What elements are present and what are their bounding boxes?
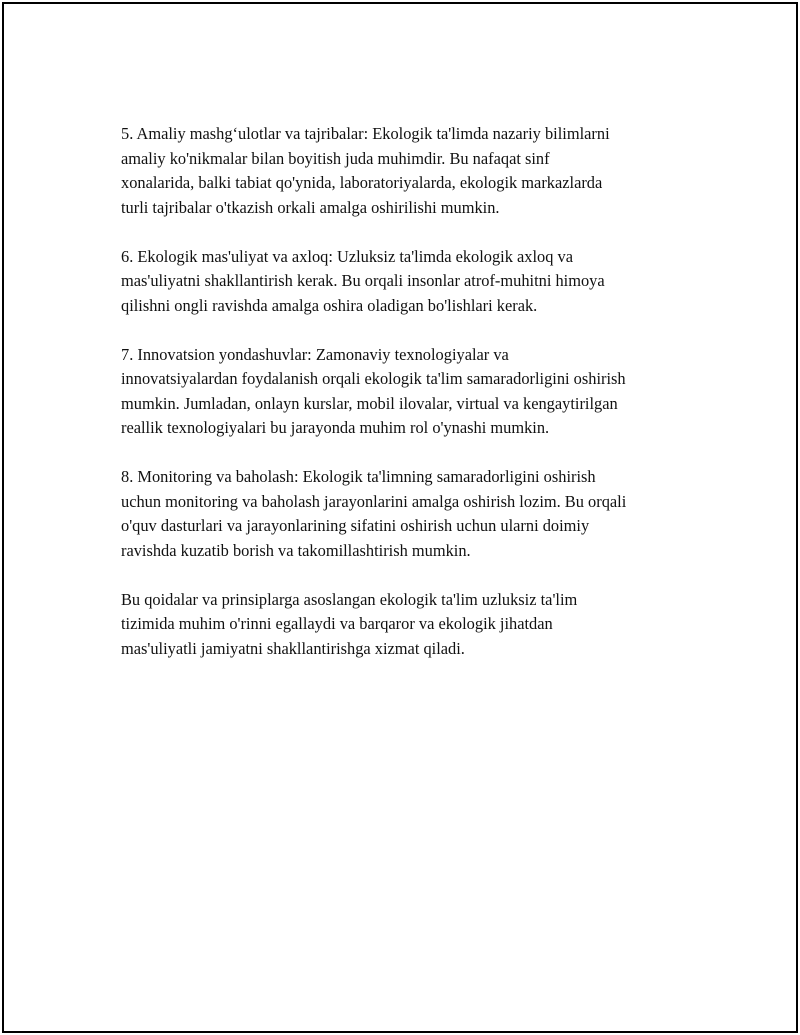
text-line: 8. Monitoring va baholash: Ekologik ta'limning samaradorligini oshirish	[121, 467, 596, 486]
text-line: uchun monitoring va baholash jarayonlarini amalga oshirish lozim. Bu orqali	[121, 491, 627, 511]
text-line: innovatsiyalardan foydalanish orqali ekologik ta'lim samaradorligini oshirish	[121, 369, 626, 388]
text-line: reallik texnologiyalari bu jarayonda muhim rol o'ynashi mumkin.	[121, 418, 550, 437]
text-line: mas'uliyatli jamiyatni shakllantirishga xizmat qiladi.	[121, 638, 465, 658]
text-line: amaliy ko'nikmalar bilan boyitish juda muhimdir. Bu nafaqat sinf	[121, 148, 550, 168]
paragraph-monitoring-evaluation	[121, 465, 711, 563]
paragraph-ecological-responsibility	[121, 245, 711, 319]
text-line: 7. Innovatsion yondashuvlar: Zamonaviy texnologiyalar va	[121, 344, 509, 364]
text-line: Bu qoidalar va prinsiplarga asoslangan ekologik ta'lim uzluksiz ta'lim	[121, 589, 578, 609]
text-line: 5. Amaliy mashgʻulotlar va tajribalar: Ekologik ta'limda nazariy bilimlarni	[121, 124, 610, 143]
text-line: mumkin. Jumladan, onlayn kurslar, mobil ilovalar, virtual va kengaytirilgan	[121, 393, 618, 413]
text-line: o'quv dasturlari va jarayonlarining sifatini oshirish uchun ularni doimiy	[121, 516, 590, 535]
text-line: tizimida muhim o'rinni egallaydi va barqaror va ekologik jihatdan	[121, 614, 553, 633]
page-frame	[2, 2, 798, 1033]
text-line: 6. Ekologik mas'uliyat va axloq: Uzluksiz ta'limda ekologik axloq va	[121, 246, 574, 266]
paragraph-innovative-approaches	[121, 343, 711, 441]
text-line: turli tajribalar o'tkazish orkali amalga oshirilishi mumkin.	[121, 197, 500, 217]
paragraph-practical-exercises	[121, 122, 711, 220]
document-body	[121, 122, 711, 686]
text-line: ravishda kuzatib borish va takomillashtirish mumkin.	[121, 540, 471, 560]
text-line: qilishni ongli ravishda amalga oshira oladigan bo'lishlari kerak.	[121, 295, 538, 315]
paragraph-conclusion	[121, 588, 711, 662]
text-line: mas'uliyatni shakllantirish kerak. Bu orqali insonlar atrof-muhitni himoya	[121, 271, 605, 290]
text-line: xonalarida, balki tabiat qo'ynida, laboratoriyalarda, ekologik markazlarda	[121, 173, 603, 192]
